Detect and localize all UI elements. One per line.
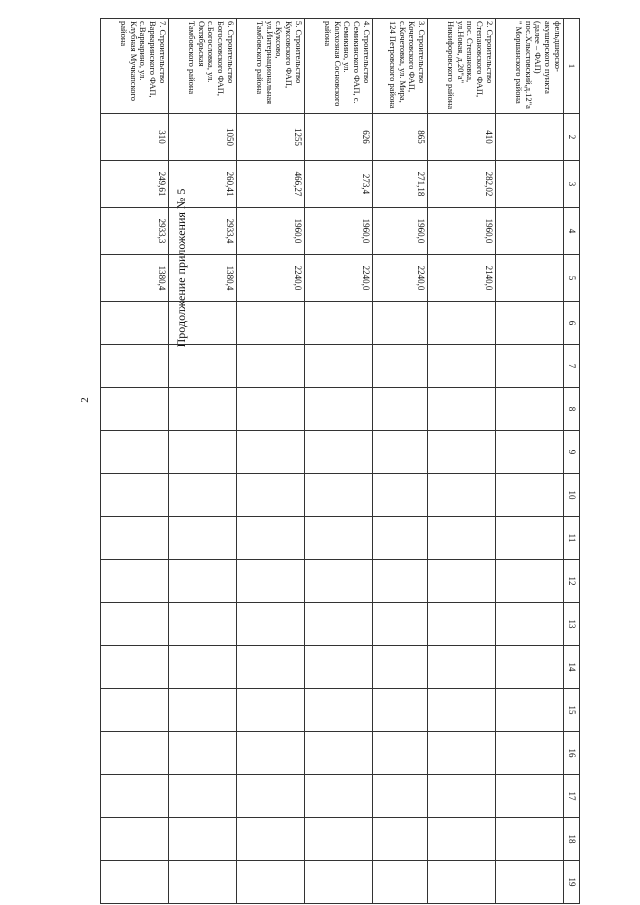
empty-cell: [428, 302, 496, 345]
column-header: 16: [564, 732, 580, 775]
empty-cell: [101, 775, 169, 818]
empty-cell: [304, 732, 372, 775]
empty-cell: [372, 689, 427, 732]
empty-cell: [428, 603, 496, 646]
empty-cell: [304, 689, 372, 732]
empty-cell: [236, 646, 304, 689]
empty-cell: [496, 302, 564, 345]
value-cell: [496, 208, 564, 255]
empty-cell: [428, 732, 496, 775]
empty-cell: [236, 732, 304, 775]
empty-cell: [236, 431, 304, 474]
value-cell: 1380,4: [169, 255, 237, 302]
empty-cell: [304, 818, 372, 861]
value-cell: [496, 161, 564, 208]
empty-cell: [496, 431, 564, 474]
empty-cell: [101, 603, 169, 646]
empty-cell: [169, 732, 237, 775]
empty-cell: [236, 345, 304, 388]
empty-cell: [169, 603, 237, 646]
value-cell: 1960,0: [304, 208, 372, 255]
empty-cell: [372, 474, 427, 517]
empty-cell: [304, 560, 372, 603]
value-cell: 2933,4: [169, 208, 237, 255]
empty-cell: [169, 517, 237, 560]
value-cell: 1960,0: [372, 208, 427, 255]
column-header: 5: [564, 255, 580, 302]
value-cell: [496, 114, 564, 161]
value-cell: 1380,4: [101, 255, 169, 302]
empty-cell: [169, 818, 237, 861]
column-header: 13: [564, 603, 580, 646]
empty-cell: [496, 646, 564, 689]
empty-cell: [496, 474, 564, 517]
column-header: 15: [564, 689, 580, 732]
column-header: 11: [564, 517, 580, 560]
row-name-cell: 7. Строительство Варваринского ФАП, с.Варварино, ул. Клубная Мучкапского района: [101, 19, 169, 114]
empty-cell: [428, 474, 496, 517]
empty-cell: [304, 517, 372, 560]
empty-cell: [372, 345, 427, 388]
empty-cell: [169, 775, 237, 818]
empty-cell: [496, 861, 564, 904]
empty-cell: [372, 560, 427, 603]
empty-cell: [169, 345, 237, 388]
empty-cell: [304, 388, 372, 431]
empty-cell: [428, 517, 496, 560]
empty-cell: [101, 388, 169, 431]
continuation-title: Продолжение приложения № 5: [174, 188, 188, 348]
empty-cell: [428, 775, 496, 818]
empty-cell: [101, 689, 169, 732]
page-number: 2: [78, 397, 91, 403]
empty-cell: [101, 345, 169, 388]
value-cell: 310: [101, 114, 169, 161]
empty-cell: [236, 517, 304, 560]
empty-cell: [428, 646, 496, 689]
empty-cell: [496, 818, 564, 861]
value-cell: 626: [304, 114, 372, 161]
value-cell: 1255: [236, 114, 304, 161]
empty-cell: [496, 345, 564, 388]
empty-cell: [496, 603, 564, 646]
empty-cell: [428, 861, 496, 904]
empty-cell: [304, 775, 372, 818]
empty-cell: [101, 732, 169, 775]
column-header: 17: [564, 775, 580, 818]
empty-cell: [169, 689, 237, 732]
empty-cell: [169, 474, 237, 517]
header-row: [564, 19, 580, 904]
empty-cell: [428, 689, 496, 732]
row-name-cell: фельдшерско-акушерского пункта (далее – ФАП) пос.Хлыстовский,д.12"а" Моршанского района: [496, 19, 564, 114]
empty-cell: [428, 560, 496, 603]
column-header: 10: [564, 474, 580, 517]
empty-cell: [236, 388, 304, 431]
table-body: [101, 19, 564, 904]
value-cell: 282,02: [428, 161, 496, 208]
empty-cell: [428, 345, 496, 388]
value-cell: 2933,3: [101, 208, 169, 255]
row-name-cell: 6. Строительство Богословского ФАП, с.Богословка, ул. Октябрьская Тамбовского района: [169, 19, 237, 114]
column-header: 19: [564, 861, 580, 904]
row-name-cell: 2. Строительство Степановского ФАП, пос. Степановка, ул.Новая, д.20"а" Никифоровского района: [428, 19, 496, 114]
value-cell: 249,61: [101, 161, 169, 208]
empty-cell: [169, 646, 237, 689]
empty-cell: [101, 818, 169, 861]
value-cell: 466,27: [236, 161, 304, 208]
empty-cell: [372, 517, 427, 560]
empty-cell: [236, 775, 304, 818]
empty-cell: [236, 689, 304, 732]
empty-cell: [304, 302, 372, 345]
value-cell: 2240,0: [372, 255, 427, 302]
table-row: [496, 19, 564, 904]
value-cell: 271,18: [372, 161, 427, 208]
table-row: [236, 19, 304, 904]
column-header: 9: [564, 431, 580, 474]
value-cell: 260,41: [169, 161, 237, 208]
empty-cell: [304, 474, 372, 517]
value-cell: 2240,0: [304, 255, 372, 302]
value-cell: 2240,0: [236, 255, 304, 302]
column-header: 18: [564, 818, 580, 861]
empty-cell: [496, 732, 564, 775]
empty-cell: [169, 560, 237, 603]
empty-cell: [372, 388, 427, 431]
empty-cell: [428, 431, 496, 474]
empty-cell: [101, 517, 169, 560]
empty-cell: [101, 861, 169, 904]
empty-cell: [496, 689, 564, 732]
value-cell: 1960,0: [236, 208, 304, 255]
column-header: 12: [564, 560, 580, 603]
empty-cell: [496, 560, 564, 603]
empty-cell: [101, 646, 169, 689]
empty-cell: [372, 603, 427, 646]
table-row: [428, 19, 496, 904]
column-header: 8: [564, 388, 580, 431]
empty-cell: [372, 775, 427, 818]
empty-cell: [169, 431, 237, 474]
empty-cell: [428, 818, 496, 861]
appendix-table: [100, 18, 580, 904]
row-name-cell: 4. Строительство Семикинского ФАП, с. Семикино, ул. Колхозная Сосновского района: [304, 19, 372, 114]
empty-cell: [169, 861, 237, 904]
empty-cell: [304, 345, 372, 388]
empty-cell: [372, 431, 427, 474]
empty-cell: [496, 388, 564, 431]
table-row: [101, 19, 169, 904]
empty-cell: [236, 560, 304, 603]
value-cell: 2140,0: [428, 255, 496, 302]
empty-cell: [101, 474, 169, 517]
empty-cell: [236, 474, 304, 517]
empty-cell: [372, 732, 427, 775]
column-header: 4: [564, 208, 580, 255]
table-row: [169, 19, 237, 904]
empty-cell: [304, 603, 372, 646]
value-cell: [496, 255, 564, 302]
table-row: [304, 19, 372, 904]
empty-cell: [372, 861, 427, 904]
empty-cell: [169, 388, 237, 431]
column-header: 3: [564, 161, 580, 208]
value-cell: 410: [428, 114, 496, 161]
empty-cell: [496, 517, 564, 560]
empty-cell: [236, 302, 304, 345]
column-header: 7: [564, 345, 580, 388]
column-header: 14: [564, 646, 580, 689]
table-row: [372, 19, 427, 904]
empty-cell: [236, 861, 304, 904]
empty-cell: [372, 818, 427, 861]
column-header: 6: [564, 302, 580, 345]
value-cell: 273,4: [304, 161, 372, 208]
value-cell: 1960,0: [428, 208, 496, 255]
empty-cell: [496, 775, 564, 818]
empty-cell: [304, 861, 372, 904]
column-header: 2: [564, 114, 580, 161]
row-name-cell: 3. Строительство Кочетовского ФАП, с.Кочетовка, ул. Мира, 124 Петровского района: [372, 19, 427, 114]
empty-cell: [101, 302, 169, 345]
empty-cell: [428, 388, 496, 431]
empty-cell: [304, 431, 372, 474]
column-header: 1: [564, 19, 580, 114]
value-cell: 1050: [169, 114, 237, 161]
empty-cell: [236, 818, 304, 861]
empty-cell: [372, 302, 427, 345]
empty-cell: [169, 302, 237, 345]
empty-cell: [101, 431, 169, 474]
empty-cell: [372, 646, 427, 689]
table-container: [100, 18, 580, 887]
empty-cell: [304, 646, 372, 689]
empty-cell: [101, 560, 169, 603]
row-name-cell: 5. Строительство Куксовского ФАП, с.Куксово, ул.Интернациональная Тамбовского района: [236, 19, 304, 114]
empty-cell: [236, 603, 304, 646]
value-cell: 865: [372, 114, 427, 161]
